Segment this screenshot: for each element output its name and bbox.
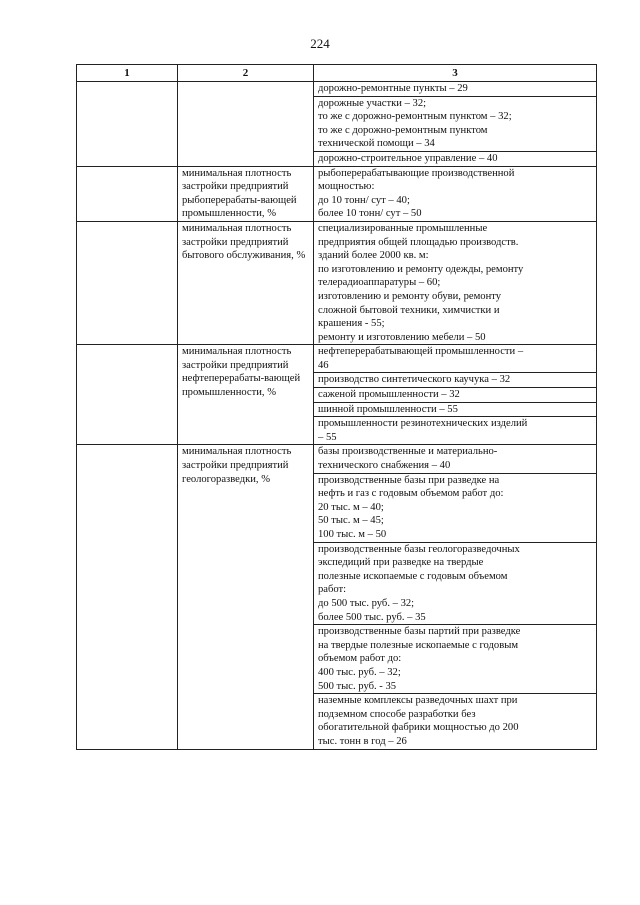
value-segment: [314, 167, 596, 221]
value-line: дорожные участки – 32;: [318, 97, 427, 109]
value-line: наземные комплексы разведочных шахт при: [318, 695, 518, 707]
table-row: [77, 82, 597, 167]
value-segment: [314, 345, 596, 373]
col1-cell: [77, 221, 178, 344]
value-line: рыбоперерабатывающие производственной: [318, 167, 515, 179]
value-segment: [314, 388, 596, 403]
value-segment: [314, 82, 596, 97]
col1-cell: [77, 445, 178, 749]
value-line: экспедиций при разведке на твердые: [318, 557, 484, 569]
value-segment: [314, 97, 596, 152]
value-line: то же с дорожно-ремонтным пунктом – 32;: [318, 111, 512, 123]
value-line: мощностью:: [318, 181, 375, 193]
col1-cell: [77, 345, 178, 445]
value-line: 50 тыс. м – 45;: [318, 515, 384, 527]
value-line: шинной промышленности – 55: [318, 403, 458, 415]
values-cell: [314, 82, 597, 167]
indicator-name: минимальная плотность застройки предприятий рыбоперерабаты-вающей промышленности, %: [182, 167, 297, 220]
value-line: производственные базы партий при разведке: [318, 626, 521, 638]
table-header-row: [77, 65, 597, 82]
value-line: 20 тыс. м – 40;: [318, 501, 384, 513]
value-segment: [314, 152, 596, 166]
value-line: дорожно-строительное управление – 40: [318, 152, 498, 164]
indicator-name-cell: [178, 82, 314, 167]
value-line: дорожно-ремонтные пункты – 29: [318, 83, 468, 94]
value-segment: [314, 694, 596, 748]
value-line: до 500 тыс. руб. – 32;: [318, 597, 415, 609]
indicator-name-cell: [178, 445, 314, 749]
values-cell: [314, 345, 597, 445]
value-line: производственные базы при разведке на: [318, 474, 500, 486]
standards-table: [76, 64, 597, 750]
value-line: до 10 тонн/ сут – 40;: [318, 194, 410, 206]
value-line: предприятия общей площадью производств.: [318, 236, 519, 248]
value-segment: [314, 625, 596, 694]
header-col-1: 1: [77, 65, 178, 82]
value-line: работ:: [318, 584, 347, 596]
value-line: нефть и газ с годовым объемом работ до:: [318, 488, 504, 500]
value-line: саженой промышленности – 32: [318, 389, 460, 401]
values-cell: [314, 445, 597, 749]
value-line: изготовлению и ремонту обуви, ремонту: [318, 290, 502, 302]
page-number: 224: [310, 36, 330, 51]
col1-cell: [77, 82, 178, 167]
value-line: сложной бытовой техники, химчистки и: [318, 304, 500, 316]
value-line: по изготовлению и ремонту одежды, ремонту: [318, 263, 524, 275]
value-line: производство синтетического каучука – 32: [318, 374, 511, 386]
value-line: нефтеперерабатывающей промышленности –: [318, 346, 524, 358]
value-line: 500 тыс. руб. - 35: [318, 680, 397, 692]
value-segment: [314, 403, 596, 418]
value-segment: [314, 222, 596, 344]
header-col-3: 3: [314, 65, 597, 82]
value-line: подземном способе разработки без: [318, 708, 476, 720]
value-line: 100 тыс. м – 50: [318, 529, 387, 540]
indicator-name: минимальная плотность застройки предприятий нефтеперерабаты-вающей промышленности, %: [182, 346, 301, 399]
indicator-name-cell: [178, 221, 314, 344]
value-line: производственные базы геологоразведочных: [318, 543, 520, 555]
value-line: телерадиоаппаратуры – 60;: [318, 277, 441, 289]
value-line: промышленности резинотехнических изделий: [318, 418, 528, 430]
value-line: 400 тыс. руб. – 32;: [318, 666, 401, 678]
table-row: [77, 166, 597, 221]
value-line: объемом работ до:: [318, 653, 402, 665]
value-line: зданий более 2000 кв. м:: [318, 250, 429, 262]
value-segment: [314, 474, 596, 543]
indicator-name: минимальная плотность застройки предприятий геологоразведки, %: [182, 446, 292, 485]
col1-cell: [77, 166, 178, 221]
table-row: [77, 345, 597, 445]
value-line: крашения - 55;: [318, 318, 385, 330]
value-line: базы производственные и материально-: [318, 446, 498, 458]
table-row: [77, 445, 597, 749]
value-line: 46: [318, 359, 329, 371]
value-line: то же с дорожно-ремонтным пунктом: [318, 124, 488, 136]
value-line: технической помощи – 34: [318, 138, 435, 150]
indicator-name-cell: [178, 166, 314, 221]
values-cell: [314, 221, 597, 344]
value-segment: [314, 543, 596, 626]
value-line: ремонту и изготовлению мебели – 50: [318, 331, 486, 343]
value-segment: [314, 373, 596, 388]
header-col-2: 2: [178, 65, 314, 82]
value-line: на твердые полезные ископаемые с годовым: [318, 639, 519, 651]
value-segment: [314, 417, 596, 444]
value-line: более 10 тонн/ сут – 50: [318, 208, 422, 220]
values-cell: [314, 166, 597, 221]
value-line: – 55: [318, 431, 337, 443]
indicator-name-cell: [178, 345, 314, 445]
indicator-name: минимальная плотность застройки предприятий бытового обслуживания, %: [182, 222, 306, 262]
value-line: обогатительной фабрики мощностью до 200: [318, 722, 519, 734]
value-line: тыс. тонн в год – 26: [318, 735, 407, 747]
value-line: более 500 тыс. руб. – 35: [318, 611, 426, 623]
table-row: [77, 221, 597, 344]
value-line: специализированные промышленные: [318, 222, 488, 234]
value-line: полезные ископаемые с годовым объемом: [318, 570, 508, 582]
value-line: технического снабжения – 40: [318, 460, 451, 472]
value-segment: [314, 445, 596, 473]
